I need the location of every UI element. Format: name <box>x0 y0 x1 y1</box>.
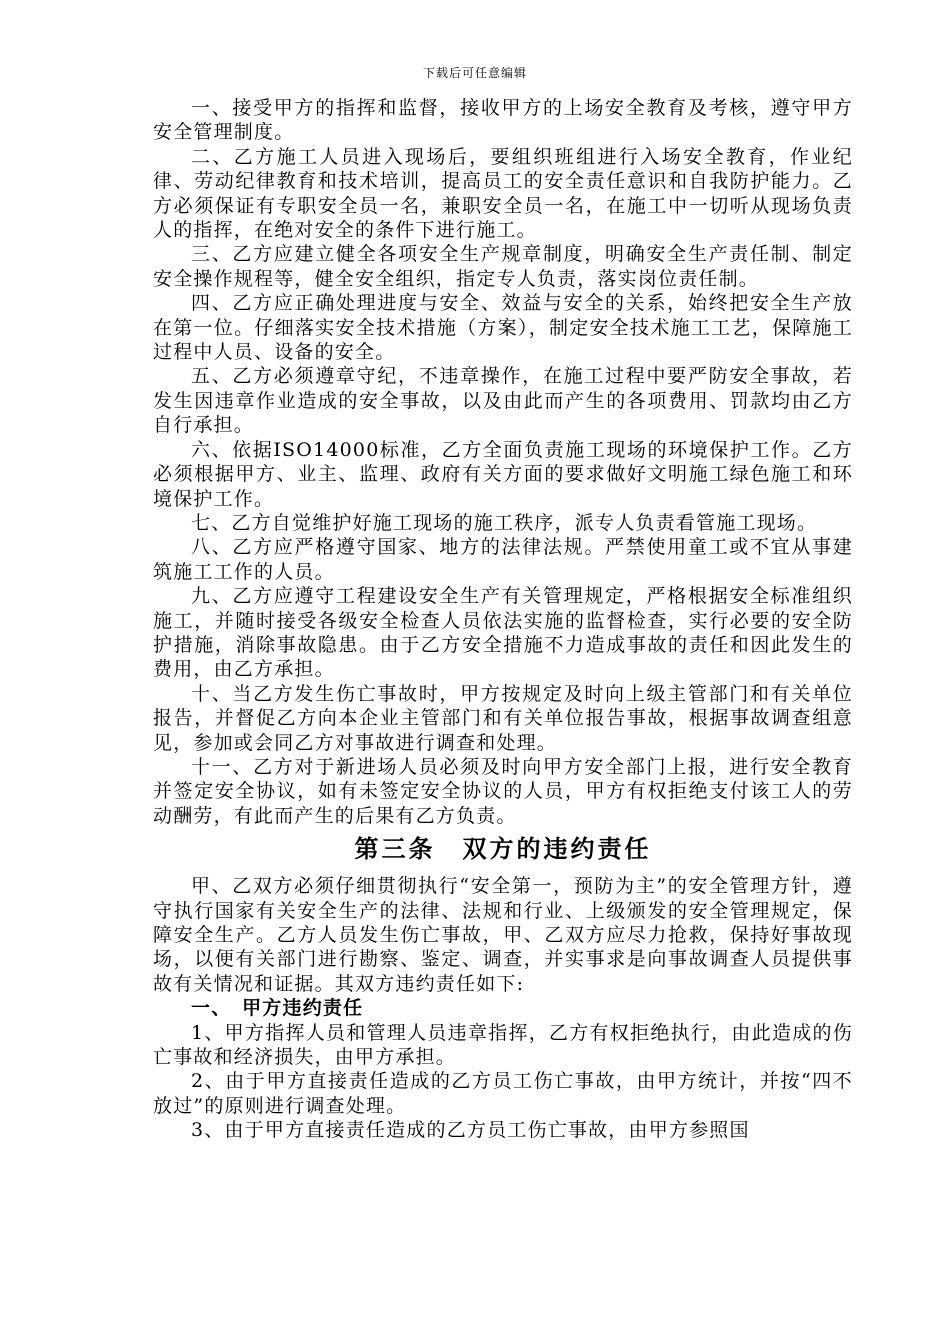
clause-9: 九、乙方应遵守工程建设安全生产有关管理规定，严格根据安全标准组织施工，并随时接受各级安全检查人员依法实施的监督检查，实行必要的安全防护措施，消除事故隐患。由于乙方安全措施不力造成事故的责任和因此发生的费用，由乙方承担。 <box>153 585 853 681</box>
clause-1: 一、接受甲方的指挥和监督，接收甲方的上场安全教育及考核，遵守甲方安全管理制度。 <box>153 97 853 144</box>
liability-item-2: 2、由于甲方直接责任造成的乙方员工伤亡事故，由甲方统计，并按“四不放过”的原则进行调查处理。 <box>153 1070 853 1117</box>
clause-11: 十一、乙方对于新进场人员必须及时向甲方安全部门上报，进行安全教育并签定安全协议，如有未签定安全协议的人员，甲方有权拒绝支付该工人的劳动酬劳，有此而产生的后果有乙方负责。 <box>153 755 853 827</box>
clause-7: 七、乙方自觉维护好施工现场的施工秩序，派专人负责看管施工现场。 <box>191 511 818 534</box>
clause-2: 二、乙方施工人员进入现场后，要组织班组进行入场安全教育，作业纪律、劳动纪律教育和技术培训，提高员工的安全责任意识和自我防护能力。乙方必须保证有专职安全员一名，兼职安全员一名，在施工中一切听从现场负责人的指挥，在绝对安全的条件下进行施工。 <box>153 145 853 242</box>
section-3-intro: 甲、乙双方必须仔细贯彻执行“安全第一，预防为主”的安全管理方针，遵守执行国家有关安全生产的法律、法规和行业、上级颁发的安全管理规定，保障安全生产。乙方人员发生伤亡事故，甲、乙双方应尽力抢救，保持好事故现场，以便有关部门进行勘察、鉴定、调查，并实事求是向事故调查人员提供事故有关情况和证据。其双方违约责任如下: <box>153 875 853 995</box>
liability-item-1: 1、甲方指挥人员和管理人员违章指挥，乙方有权拒绝执行，由此造成的伤亡事故和经济损失，由甲方承担。 <box>153 1021 853 1069</box>
liability-item-3: 3、由于甲方直接责任造成的乙方员工伤亡事故，由甲方参照国 <box>191 1119 750 1142</box>
page-header-note: 下载后可任意编辑 <box>422 66 527 80</box>
clause-5: 五、乙方必须遵章守纪，不违章操作，在施工过程中要严防安全事故，若发生因违章作业造成的安全事故，以及由此而产生的各项费用、罚款均由乙方自行承担。 <box>153 365 853 437</box>
clause-8: 八、乙方应严格遵守国家、地方的法律法规。严禁使用童工或不宜从事建筑施工工作的人员。 <box>153 536 853 583</box>
party-a-liability-heading: 一、 甲方违约责任 <box>191 997 364 1020</box>
clause-10: 十、当乙方发生伤亡事故时，甲方按规定及时向上级主管部门和有关单位报告，并督促乙方向本企业主管部门和有关单位报告事故，根据事故调查组意见，参加或会同乙方对事故进行调查和处理。 <box>153 682 853 754</box>
document-body <box>153 96 853 1143</box>
clause-4: 四、乙方应正确处理进度与安全、效益与安全的关系，始终把安全生产放在第一位。仔细落实安全技术措施（方案），制定安全技术施工工艺，保障施工过程中人员、设备的安全。 <box>153 292 853 364</box>
clause-6: 六、依据ISO14000标准，乙方全面负责施工现场的环境保护工作。乙方必须根据甲方、业主、监理、政府有关方面的要求做好文明施工绿色施工和环境保护工作。 <box>153 438 853 510</box>
section-3-title: 第三条 双方的违约责任 <box>354 835 652 864</box>
clause-3: 三、乙方应建立健全各项安全生产规章制度，明确安全生产责任制、制定安全操作规程等，健全安全组织，指定专人负责，落实岗位责任制。 <box>153 243 853 290</box>
